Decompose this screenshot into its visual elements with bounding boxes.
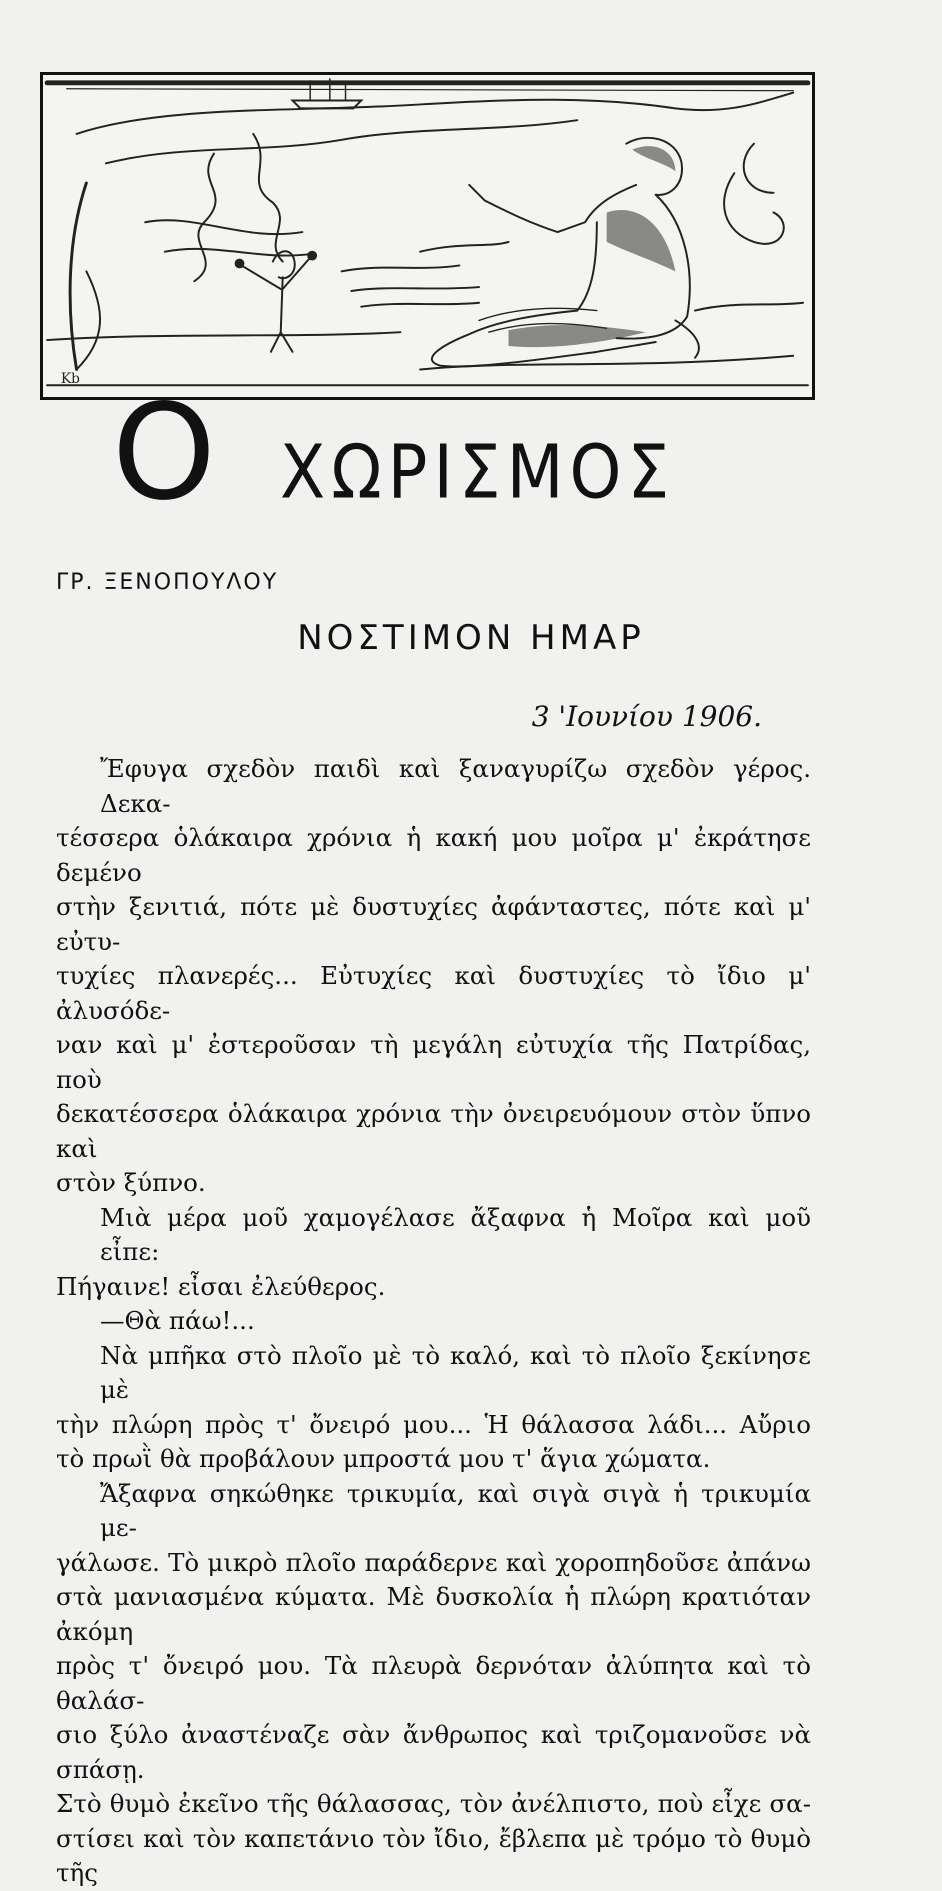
text-line: τέσσερα ὁλάκαιρα χρόνια ἡ κακή μου μοῖρα μ' ἐκράτησε δεμένο bbox=[56, 823, 811, 887]
text-line: τυχίες πλανερές... Εὐτυχίες καὶ δυστυχίες τὸ ἴδιο μ' ἀλυσόδε- bbox=[56, 961, 811, 1025]
text-line: Ἔφυγα σχεδὸν παιδὶ καὶ ξαναγυρίζω σχεδὸν γέρος. Δεκα- bbox=[100, 754, 811, 818]
text-line: τὸ πρωῒ θὰ προβάλουν μπροστά μου τ' ἅγια χώματα. bbox=[56, 1444, 711, 1473]
text-line: γάλωσε. Τὸ μικρὸ πλοῖο παράδερνε καὶ χοροπηδοῦσε ἀπάνω bbox=[56, 1547, 811, 1577]
text-line: πρὸς τ' ὄνειρό μου. Τὰ πλευρὰ δερνόταν ἀλύπητα καὶ τὸ θαλάσ- bbox=[56, 1651, 811, 1715]
text-line: στὰ μανιασμένα κύματα. Μὲ δυσκολία ἡ πλώρη κρατιόταν ἀκόμη bbox=[56, 1582, 811, 1646]
text-line: Στὸ θυμὸ ἐκεῖνο τῆς θάλασσας, τὸν ἀνέλπιστο, ποὺ εἶχε σα- bbox=[56, 1789, 811, 1818]
text-line: Νὰ μπῆκα στὸ πλοῖο μὲ τὸ καλό, καὶ τὸ πλοῖο ξεκίνησε μὲ bbox=[100, 1340, 811, 1404]
text-line: στὸν ξύπνο. bbox=[56, 1168, 206, 1197]
paragraph bbox=[56, 1339, 811, 1477]
text-line: σιο ξύλο ἀναστέναζε σὰν ἄνθρωπος καὶ τριζομανοῦσε νὰ σπάσῃ. bbox=[56, 1720, 811, 1784]
body-text bbox=[56, 752, 811, 1891]
sketch-drawing bbox=[43, 75, 812, 397]
author-name: ΓΡ. ΞΕΝΟΠΟΥΛΟΥ bbox=[56, 570, 279, 595]
article-title bbox=[112, 376, 832, 530]
text-line: στὴν ξενιτιά, πότε μὲ δυστυχίες ἀφάνταστες, πότε καὶ μ' εὐτυ- bbox=[56, 892, 811, 956]
paragraph bbox=[56, 1477, 811, 1891]
text-line: στίσει καὶ τὸν καπετάνιο τὸν ἴδιο, ἔβλεπα μὲ τρόμο τὸ θυμὸ τῆς bbox=[56, 1823, 811, 1887]
svg-text:Kb: Kb bbox=[60, 371, 80, 388]
text-line: Πήγαινε! εἶσαι ἐλεύθερος. bbox=[56, 1271, 386, 1301]
section-subtitle: ΝΟΣΤΙΜΟΝ ΗΜΑΡ bbox=[297, 618, 645, 658]
header-illustration bbox=[40, 72, 815, 400]
text-line: τὴν πλώρη πρὸς τ' ὄνειρό μου... Ἡ θάλασσα λάδι... Αὔριο bbox=[56, 1409, 811, 1439]
text-line: Ἄξαφνα σηκώθηκε τρικυμία, καὶ σιγὰ σιγὰ ἡ τρικυμία με- bbox=[100, 1478, 811, 1542]
paragraph bbox=[56, 1304, 811, 1339]
text-line: ναν καὶ μ' ἐστεροῦσαν τὴ μεγάλη εὐτυχία τῆς Πατρίδας, ποὺ bbox=[56, 1030, 811, 1094]
text-line: Μιὰ μέρα μοῦ χαμογέλασε ἄξαφνα ἡ Μοῖρα καὶ μοῦ εἶπε: bbox=[100, 1202, 811, 1266]
text-line: δεκατέσσερα ὁλάκαιρα χρόνια τὴν ὀνειρευόμουν στὸν ὕπνο καὶ bbox=[56, 1099, 811, 1163]
title-initial: Ο bbox=[112, 376, 216, 530]
paragraph bbox=[56, 1201, 811, 1305]
text-line: —Θὰ πάω!... bbox=[100, 1306, 255, 1335]
title-text: ΧΩΡΙΣΜΟΣ bbox=[280, 429, 676, 516]
paragraph bbox=[56, 752, 811, 1201]
dateline: 3 'Ιουνίου 1906. bbox=[531, 700, 762, 733]
